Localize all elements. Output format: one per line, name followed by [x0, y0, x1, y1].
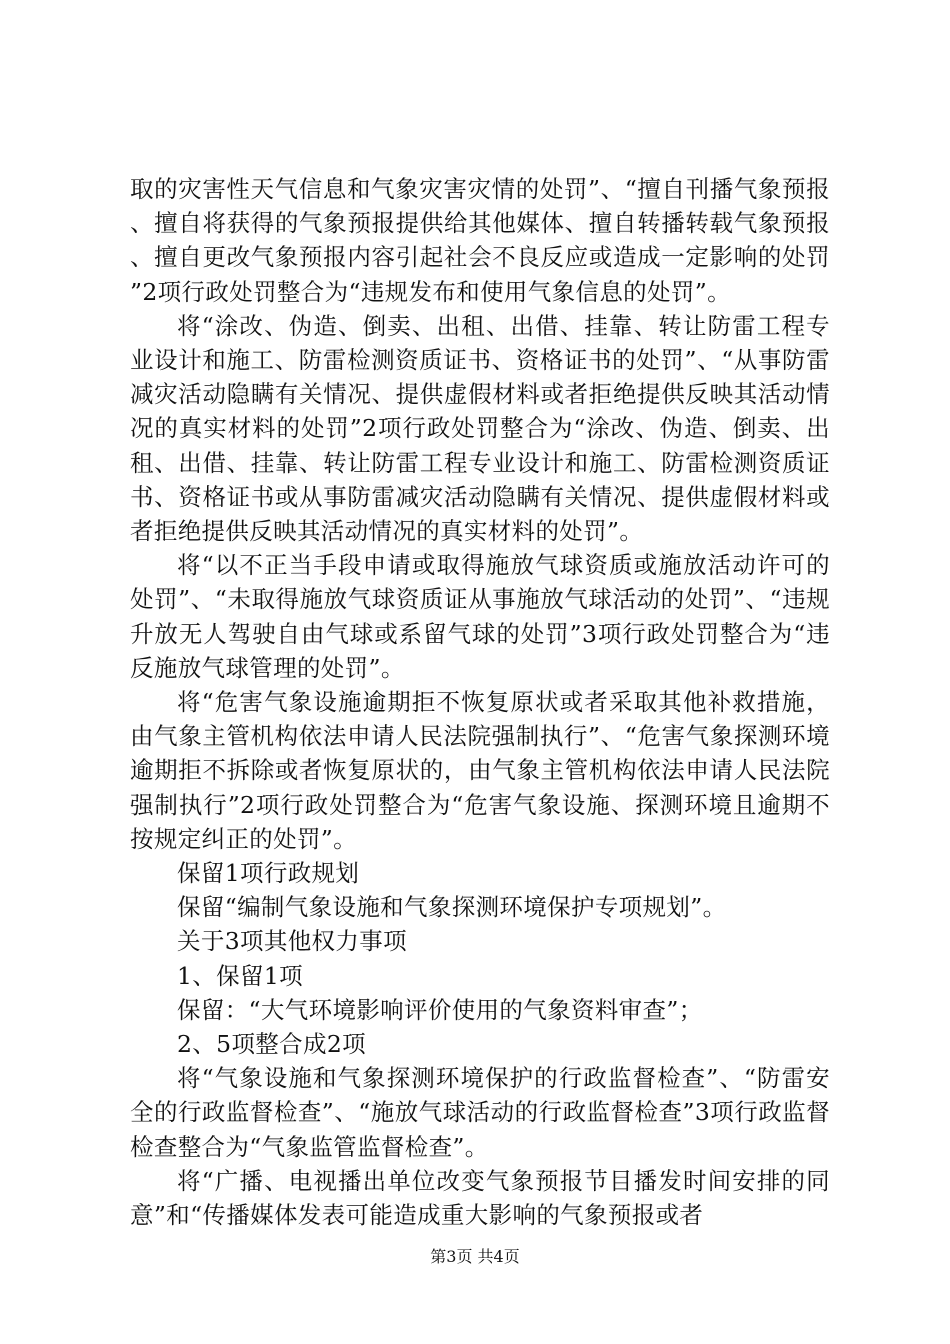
subheading-merge-five-to-two: 2、5项整合成2项	[177, 1030, 367, 1059]
paragraph-9: 保留：“大气环境影响评价使用的气象资料审查”；	[177, 995, 703, 1024]
subheading-retain-one: 1、保留1项	[177, 961, 304, 990]
paragraph-2: 将“涂改、伪造、倒卖、出租、出借、挂靠、转让防雷工程专业设计和施工、防雷检测资质证书、资格证书的处罚”、“从事防雷减灾活动隐瞒有关情况、提供虚假材料或者拒绝提供反映其活动情况的真实材料的处罚”2项行政处罚整合为“涂改、伪造、倒卖、出租、出借、挂靠、转让防雷工程专业设计和施工、防雷检测资质证书、资格证书或从事防雷减灾活动隐瞒有关情况、提供虚假材料或者拒绝提供反映其活动情况的真实材料的处罚”。	[130, 311, 830, 546]
section-heading-planning: 保留1项行政规划	[177, 859, 360, 888]
page-number: 第3页 共4页	[430, 1247, 520, 1266]
page-footer	[0, 1247, 950, 1267]
paragraph-6: 保留“编制气象设施和气象探测环境保护专项规划”。	[177, 893, 727, 922]
section-heading-other-powers: 关于3项其他权力事项	[177, 927, 407, 956]
document-body	[130, 172, 830, 1232]
paragraph-3: 将“以不正当手段申请或取得施放气球资质或施放活动许可的处罚”、“未取得施放气球资质证从事施放气球活动的处罚”、“违规升放无人驾驶自由气球或系留气球的处罚”3项行政处罚整合为“违反施放气球管理的处罚”。	[130, 551, 830, 682]
paragraph-4: 将“危害气象设施逾期拒不恢复原状或者采取其他补救措施，由气象主管机构依法申请人民法院强制执行”、“危害气象探测环境逾期拒不拆除或者恢复原状的，由气象主管机构依法申请人民法院强制执行”2项行政处罚整合为“危害气象设施、探测环境且逾期不按规定纠正的处罚”。	[130, 688, 830, 853]
paragraph-1: 取的灾害性天气信息和气象灾害灾情的处罚”、“擅自刊播气象预报、擅自将获得的气象预报提供给其他媒体、擅自转播转载气象预报、擅自更改气象预报内容引起社会不良反应或造成一定影响的处罚”2项行政处罚整合为“违规发布和使用气象信息的处罚”。	[130, 175, 830, 306]
paragraph-12: 将“广播、电视播出单位改变气象预报节目播发时间安排的同意”和“传播媒体发表可能造成重大影响的气象预报或者	[130, 1166, 830, 1230]
paragraph-11: 将“气象设施和气象探测环境保护的行政监督检查”、“防雷安全的行政监督检查”、“施放气球活动的行政监督检查”3项行政监督检查整合为“气象监管监督检查”。	[130, 1064, 830, 1161]
